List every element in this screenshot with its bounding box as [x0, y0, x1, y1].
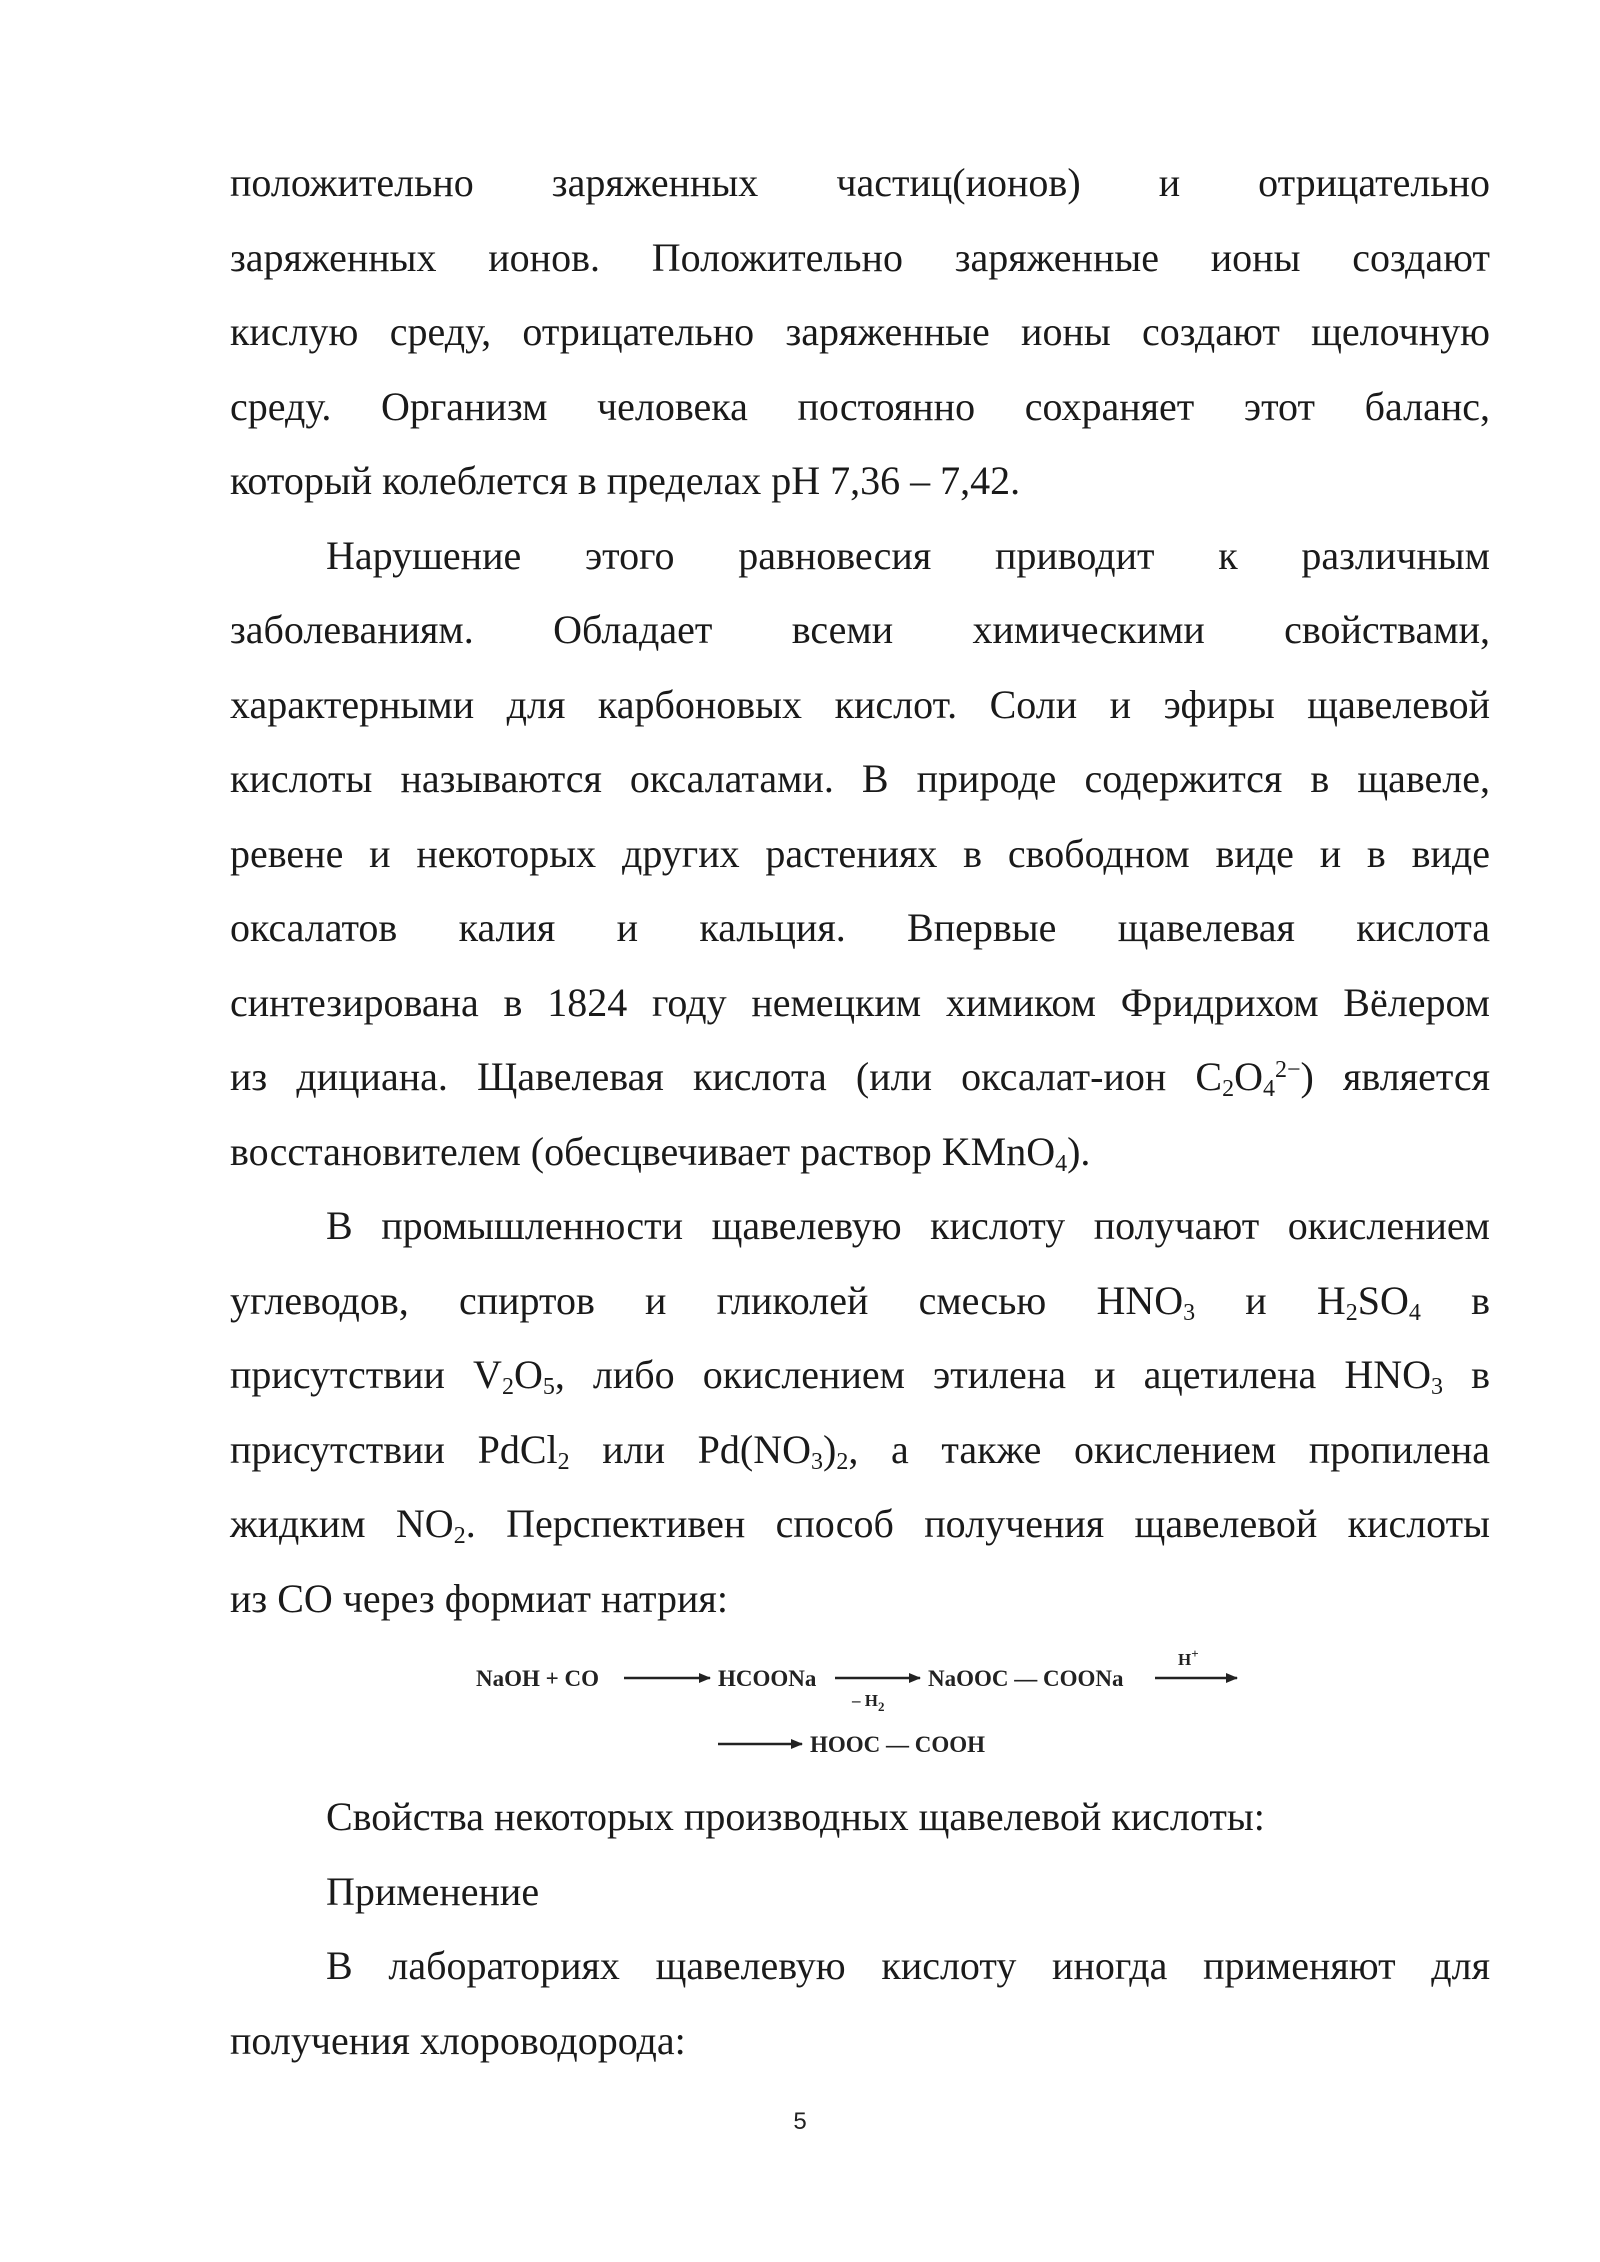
subscript: 2 [1222, 1076, 1235, 1102]
text-line: среду. Организм человека постоянно сохраняет этот баланс, [230, 383, 1490, 429]
superscript: 2− [1274, 1056, 1301, 1083]
paragraph-oxalic-properties [230, 519, 1490, 1190]
text-fragment: присутствии PdCl [230, 1426, 558, 1472]
subscript: 5 [542, 1374, 555, 1400]
subscript: 2 [836, 1448, 849, 1475]
application-heading: Применение [326, 1868, 540, 1914]
subscript: 4 [1055, 1150, 1068, 1177]
paragraph-ph-balance [230, 146, 1490, 519]
condition-h-plus: H+ [1178, 1646, 1199, 1669]
text-fragment: восстановителем (обесцвечивает раствор KMnO [230, 1128, 1056, 1174]
text-fragment: ) является [1300, 1054, 1491, 1099]
text-line: Нарушение этого равновесия приводит к различным [326, 532, 1490, 578]
text-fragment: и H [1195, 1277, 1346, 1323]
text-line: получения хлороводорода: [230, 2017, 686, 2063]
intermediate-formula: HCOONa [718, 1666, 817, 1691]
text-fragment: в [1443, 1352, 1491, 1397]
text-fragment: O [1234, 1054, 1263, 1099]
text-fragment: , либо окислением этилена и ацетилена HNO [554, 1352, 1432, 1397]
text-line: из CO через формиат натрия: [230, 1575, 728, 1621]
properties-heading: Свойства некоторых производных щавелевой кислоты: [326, 1794, 1265, 1839]
text-line-oxalate-ion [230, 1040, 1490, 1115]
subscript: 4 [1262, 1076, 1275, 1102]
product-formula: HOOC — COOH [810, 1732, 986, 1757]
properties-heading-paragraph [230, 1780, 1490, 1855]
reaction-scheme [0, 1640, 1600, 1770]
text-fragment: углеводов, спиртов и гликолей смесью HNO [230, 1277, 1184, 1323]
subscript: 2 [453, 1523, 466, 1549]
text-line: кислоты называются оксалатами. В природе содержится в щавеле, [230, 756, 1490, 801]
subscript: 2 [557, 1448, 570, 1475]
paragraph-industrial-production [230, 1189, 1490, 1636]
disodium-oxalate-formula: NaOOC — COONa [928, 1666, 1124, 1691]
text-fragment: O [513, 1352, 543, 1397]
reaction-scheme-svg [0, 1640, 1600, 1770]
text-fragment: или Pd(NO [569, 1426, 812, 1472]
text-fragment: ). [1067, 1128, 1091, 1174]
main-text [230, 146, 1490, 1636]
paragraph-lab-use [230, 1929, 1490, 2078]
subscript: 2 [1345, 1299, 1358, 1326]
text-fragment: SO [1357, 1277, 1409, 1323]
text-fragment: жидким NO [230, 1501, 454, 1546]
text-fragment: из дициана. Щавелевая кислота (или оксалат-ион C [230, 1054, 1223, 1099]
text-line: синтезирована в 1824 году немецким химиком Фридрихом Вёлером [230, 979, 1490, 1025]
text-line-vanadium [230, 1338, 1490, 1413]
text-line-kmno4 [230, 1115, 1490, 1190]
condition-minus-h2: – $H_2$ [852, 1691, 885, 1714]
text-line: положительно заряженных частиц(ионов) и отрицательно [230, 160, 1490, 205]
text-line: заряженных ионов. Положительно заряженные ионы создают [230, 234, 1490, 280]
text-fragment: в [1420, 1277, 1490, 1323]
text-line-nitric-sulfuric [230, 1264, 1490, 1339]
application-heading-paragraph [230, 1855, 1490, 1930]
subscript: 3 [811, 1448, 824, 1475]
text-line: оксалатов калия и кальция. Впервые щавелевая кислота [230, 905, 1490, 950]
text-line-palladium [230, 1413, 1490, 1488]
text-fragment: ) [823, 1426, 837, 1472]
text-fragment: , а также окислением пропилена [848, 1426, 1490, 1472]
text-line: кислую среду, отрицательно заряженные ионы создают щелочную [230, 309, 1490, 354]
text-fragment: . Перспективен способ получения щавелевой кислоты [465, 1501, 1490, 1546]
text-line: который колеблется в пределах рН 7,36 – 7,42. [230, 458, 1021, 503]
page-number: 5 [793, 2108, 807, 2135]
text-line: В лабораториях щавелевую кислоту иногда применяют для [326, 1943, 1490, 1988]
subscript: 3 [1183, 1299, 1196, 1326]
subscript: 4 [1408, 1299, 1421, 1326]
lower-text [230, 1780, 1490, 2078]
subscript: 3 [1431, 1374, 1444, 1400]
text-line-no2 [230, 1487, 1490, 1562]
subscript: 2 [501, 1374, 514, 1400]
reactant-formula: NaOH + CO [476, 1666, 599, 1691]
text-line: характерными для карбоновых кислот. Соли и эфиры щавелевой [230, 681, 1490, 727]
text-line: заболеваниям. Обладает всеми химическими свойствами, [230, 607, 1490, 652]
text-line: В промышленности щавелевую кислоту получают окислением [326, 1203, 1490, 1248]
text-fragment: присутствии V [230, 1352, 502, 1397]
text-line: ревене и некоторых других растениях в свободном виде и в виде [230, 830, 1490, 876]
